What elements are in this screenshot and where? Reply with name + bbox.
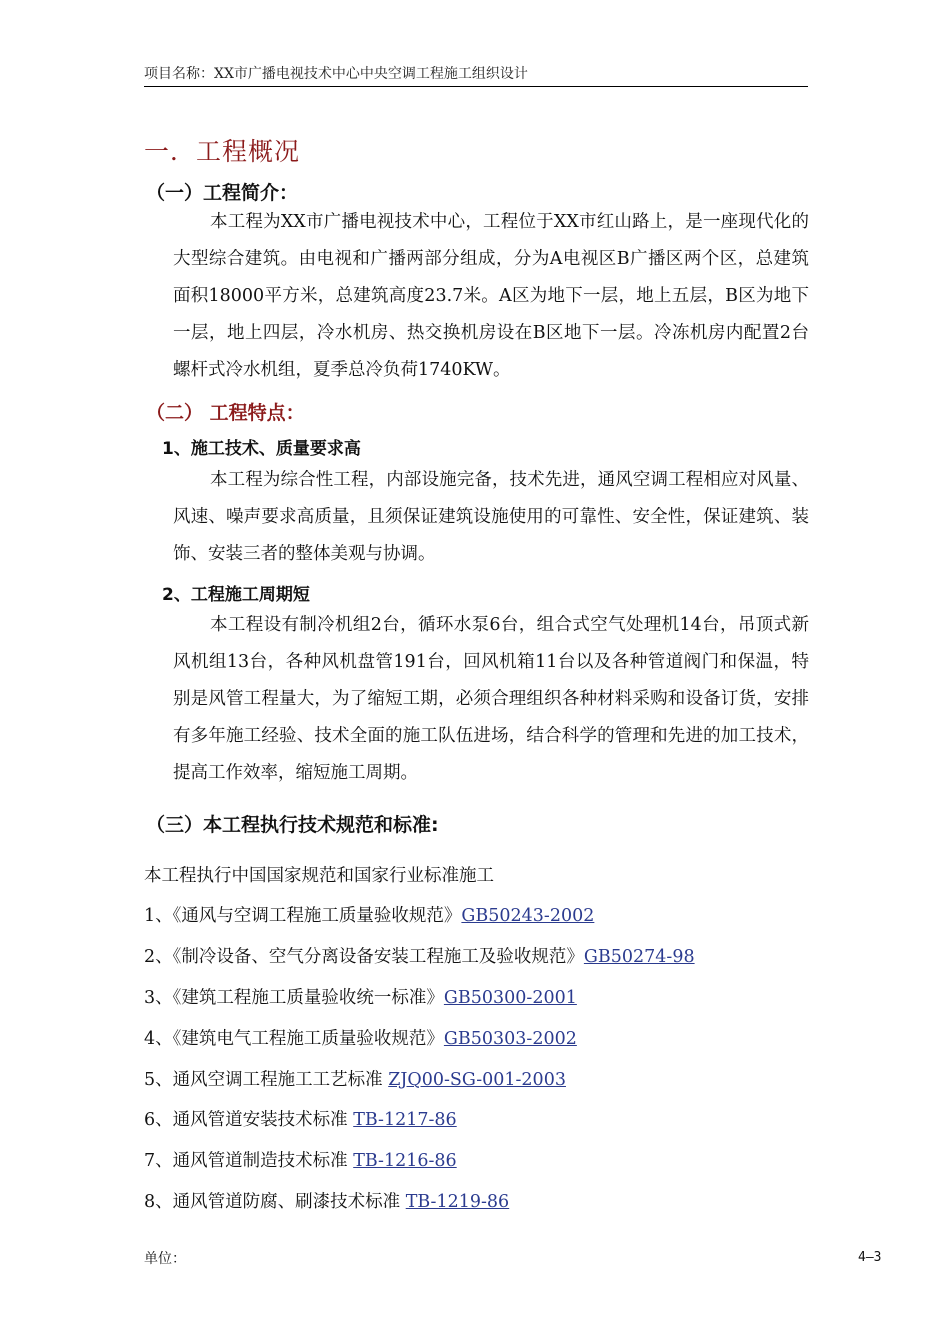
standard-item (144, 1147, 457, 1172)
standard-item (144, 1106, 457, 1131)
standard-code-link[interactable]: TB-1219-86 (405, 1192, 510, 1212)
footer-page-number: 4—3 (858, 1250, 882, 1265)
standard-text: 8、通风管道防腐、刷漆技术标准 (144, 1192, 406, 1212)
standard-code-link[interactable]: GB50303-2002 (443, 1029, 577, 1049)
subsection-title-standards: （三）本工程执行技术规范和标准: (146, 814, 439, 836)
standard-item (144, 984, 577, 1009)
standard-item (144, 1066, 566, 1091)
standard-text: 2、《制冷设备、空气分离设备安装工程施工及验收规范》 (144, 947, 584, 967)
project-name: 项目名称：XX市广播电视技术中心中央空调工程施工组织设计 (144, 66, 528, 82)
standards-intro: 本工程执行中国国家规范和国家行业标准施工 (144, 866, 494, 886)
standard-text: 4、《建筑电气工程施工质量验收规范》 (144, 1029, 444, 1049)
standard-item (144, 1025, 577, 1050)
standard-text: 1、《通风与空调工程施工质量验收规范》 (144, 906, 462, 926)
standard-text: 5、通风空调工程施工工艺标准 (144, 1070, 389, 1090)
page-header (144, 64, 808, 87)
standard-code-link[interactable]: GB50300-2001 (443, 988, 577, 1008)
standard-code-link[interactable]: ZJQ00-SG-001-2003 (388, 1070, 566, 1090)
subsection-title-intro: （一）工程简介： (146, 182, 299, 204)
standard-text: 7、通风管道制造技术标准 (144, 1151, 354, 1171)
standard-code-link[interactable]: TB-1216-86 (353, 1151, 457, 1171)
feature-1-title: 1、施工技术、质量要求高 (162, 439, 361, 459)
standard-item (144, 1188, 509, 1213)
intro-paragraph: 本工程为XX市广播电视技术中心，工程位于XX市红山路上，是一座现代化的大型综合建筑。由电视和广播两部分组成，分为A电视区B广播区两个区，总建筑面积18000平方米，总建筑高度23.7米。A区为地下一层，地上五层，B区为地下一层，地上四层，冷水机房、热交换机房设在B区地下一层。冷冻机房内配置2台螺杆式冷水机组，夏季总冷负荷1740KW。 (173, 212, 809, 380)
standard-code-link[interactable]: GB50243-2002 (461, 906, 595, 926)
footer-unit-label: 单位： (144, 1251, 186, 1267)
feature-2-title: 2、工程施工周期短 (162, 585, 310, 605)
subsection-title-features: （二） 工程特点： (146, 402, 305, 424)
standard-text: 3、《建筑工程施工质量验收统一标准》 (144, 988, 444, 1008)
standard-item (144, 943, 695, 968)
section-title-overview: 一．工程概况 (144, 137, 301, 166)
standard-item (144, 902, 594, 927)
standard-text: 6、通风管道安装技术标准 (144, 1110, 354, 1130)
standard-code-link[interactable]: GB50274-98 (583, 947, 695, 967)
feature-1-paragraph: 本工程为综合性工程，内部设施完备，技术先进，通风空调工程相应对风量、风速、噪声要求高质量，且须保证建筑设施使用的可靠性、安全性，保证建筑、装饰、安装三者的整体美观与协调。 (173, 470, 809, 564)
feature-2-paragraph: 本工程设有制冷机组2台，循环水泵6台，组合式空气处理机14台，吊顶式新风机组13台，各种风机盘管191台，回风机箱11台以及各种管道阀门和保温，特别是风管工程量大，为了缩短工期，必须合理组织各种材料采购和设备订货，安排有多年施工经验、技术全面的施工队伍进场，结合科学的管理和先进的加工技术，提高工作效率，缩短施工周期。 (173, 615, 809, 783)
standard-code-link[interactable]: TB-1217-86 (353, 1110, 457, 1130)
